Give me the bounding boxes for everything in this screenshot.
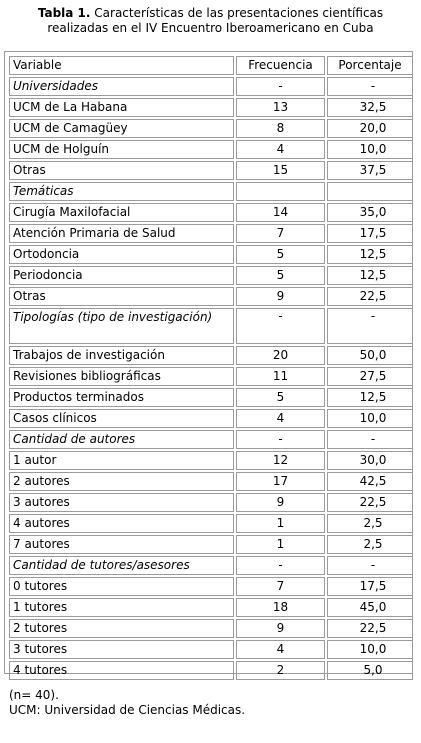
variable-cell: Ortodoncia	[9, 245, 234, 264]
percentage-cell: 22,5	[327, 493, 413, 512]
table-row	[9, 598, 413, 617]
variable-cell: 0 tutores	[9, 577, 234, 596]
header-porcentaje: Porcentaje	[327, 56, 413, 75]
frequency-cell: 17	[236, 472, 325, 491]
frequency-cell: 18	[236, 598, 325, 617]
frequency-cell: 4	[236, 140, 325, 159]
table-row	[9, 287, 413, 306]
variable-cell: 7 autores	[9, 535, 234, 554]
variable-cell: 4 tutores	[9, 661, 234, 680]
variable-cell: Temáticas	[9, 182, 234, 201]
percentage-cell	[327, 182, 413, 201]
percentage-cell: -	[327, 77, 413, 96]
variable-cell: 2 autores	[9, 472, 234, 491]
percentage-cell: 17,5	[327, 577, 413, 596]
table-row	[9, 514, 413, 533]
table-row	[9, 451, 413, 470]
percentage-cell: -	[327, 556, 413, 575]
frequency-cell: -	[236, 77, 325, 96]
percentage-cell: 17,5	[327, 224, 413, 243]
frequency-cell: 20	[236, 346, 325, 365]
variable-cell: 2 tutores	[9, 619, 234, 638]
table-row	[9, 203, 413, 222]
variable-cell: Atención Primaria de Salud	[9, 224, 234, 243]
frequency-cell: 12	[236, 451, 325, 470]
table-row	[9, 619, 413, 638]
caption-title-part-1: Características de las presentaciones científicas	[94, 6, 384, 20]
variable-cell: Otras	[9, 161, 234, 180]
percentage-cell: 20,0	[327, 119, 413, 138]
frequency-cell: -	[236, 556, 325, 575]
percentage-cell: 5,0	[327, 661, 413, 680]
percentage-cell: 27,5	[327, 367, 413, 386]
percentage-cell: 10,0	[327, 140, 413, 159]
table-row	[9, 409, 413, 428]
table-row	[9, 266, 413, 285]
percentage-cell: 12,5	[327, 245, 413, 264]
percentage-cell: 50,0	[327, 346, 413, 365]
percentage-cell: 22,5	[327, 619, 413, 638]
percentage-cell: 22,5	[327, 287, 413, 306]
percentage-cell: 2,5	[327, 535, 413, 554]
table-row	[9, 140, 413, 159]
percentage-cell: 35,0	[327, 203, 413, 222]
table-row	[9, 98, 413, 117]
data-table	[7, 54, 415, 682]
footnote-sample-size: (n= 40).	[9, 688, 59, 702]
frequency-cell: 7	[236, 224, 325, 243]
table-row	[9, 577, 413, 596]
table-caption	[0, 6, 421, 36]
percentage-cell: 10,0	[327, 409, 413, 428]
table-row	[9, 640, 413, 659]
table-row	[9, 245, 413, 264]
frequency-cell: 5	[236, 245, 325, 264]
frequency-cell: -	[236, 430, 325, 449]
footnote-abbreviation: UCM: Universidad de Ciencias Médicas.	[9, 703, 246, 717]
table-row	[9, 224, 413, 243]
variable-cell: Cirugía Maxilofacial	[9, 203, 234, 222]
table-row	[9, 535, 413, 554]
category-row	[9, 182, 413, 201]
frequency-cell: 11	[236, 367, 325, 386]
variable-cell: 3 tutores	[9, 640, 234, 659]
frequency-cell: 5	[236, 388, 325, 407]
frequency-cell: 1	[236, 514, 325, 533]
table-row	[9, 367, 413, 386]
percentage-cell: -	[327, 308, 413, 344]
variable-cell: Cantidad de tutores/asesores	[9, 556, 234, 575]
table-row	[9, 119, 413, 138]
caption-line-1	[0, 6, 421, 21]
variable-cell: UCM de Camagüey	[9, 119, 234, 138]
frequency-cell: 13	[236, 98, 325, 117]
frequency-cell: 4	[236, 409, 325, 428]
frequency-cell: 2	[236, 661, 325, 680]
frequency-cell: 9	[236, 493, 325, 512]
variable-cell: 1 autor	[9, 451, 234, 470]
variable-cell: UCM de Holguín	[9, 140, 234, 159]
frequency-cell: 1	[236, 535, 325, 554]
frequency-cell: 8	[236, 119, 325, 138]
frequency-cell: -	[236, 308, 325, 344]
table-header-row	[9, 56, 413, 75]
percentage-cell: 2,5	[327, 514, 413, 533]
category-row	[9, 556, 413, 575]
variable-cell: Universidades	[9, 77, 234, 96]
percentage-cell: 30,0	[327, 451, 413, 470]
frequency-cell: 9	[236, 619, 325, 638]
variable-cell: 4 autores	[9, 514, 234, 533]
variable-cell: UCM de La Habana	[9, 98, 234, 117]
variable-cell: Cantidad de autores	[9, 430, 234, 449]
frequency-cell: 14	[236, 203, 325, 222]
table-row	[9, 472, 413, 491]
category-row	[9, 430, 413, 449]
caption-title-part-2: realizadas en el IV Encuentro Iberoamericano en Cuba	[47, 21, 374, 35]
frequency-cell: 7	[236, 577, 325, 596]
header-frecuencia: Frecuencia	[236, 56, 325, 75]
table-row	[9, 661, 413, 680]
frequency-cell: 15	[236, 161, 325, 180]
table-row	[9, 388, 413, 407]
table-footnote	[9, 688, 245, 718]
variable-cell: Casos clínicos	[9, 409, 234, 428]
variable-cell: 1 tutores	[9, 598, 234, 617]
variable-cell: Periodoncia	[9, 266, 234, 285]
variable-cell: Trabajos de investigación	[9, 346, 234, 365]
frequency-cell: 5	[236, 266, 325, 285]
table-body	[9, 77, 413, 680]
percentage-cell: 10,0	[327, 640, 413, 659]
percentage-cell: 12,5	[327, 266, 413, 285]
category-row	[9, 308, 413, 344]
table-row	[9, 493, 413, 512]
frequency-cell: 9	[236, 287, 325, 306]
variable-cell: Otras	[9, 287, 234, 306]
variable-cell: Tipologías (tipo de investigación)	[9, 308, 234, 344]
percentage-cell: 42,5	[327, 472, 413, 491]
caption-label: Tabla 1.	[37, 6, 91, 20]
variable-cell: Revisiones bibliográficas	[9, 367, 234, 386]
header-variable: Variable	[9, 56, 234, 75]
percentage-cell: 32,5	[327, 98, 413, 117]
frequency-cell	[236, 182, 325, 201]
frequency-cell: 4	[236, 640, 325, 659]
table-row	[9, 346, 413, 365]
percentage-cell: -	[327, 430, 413, 449]
table-row	[9, 161, 413, 180]
percentage-cell: 12,5	[327, 388, 413, 407]
category-row	[9, 77, 413, 96]
percentage-cell: 37,5	[327, 161, 413, 180]
variable-cell: 3 autores	[9, 493, 234, 512]
variable-cell: Productos terminados	[9, 388, 234, 407]
percentage-cell: 45,0	[327, 598, 413, 617]
